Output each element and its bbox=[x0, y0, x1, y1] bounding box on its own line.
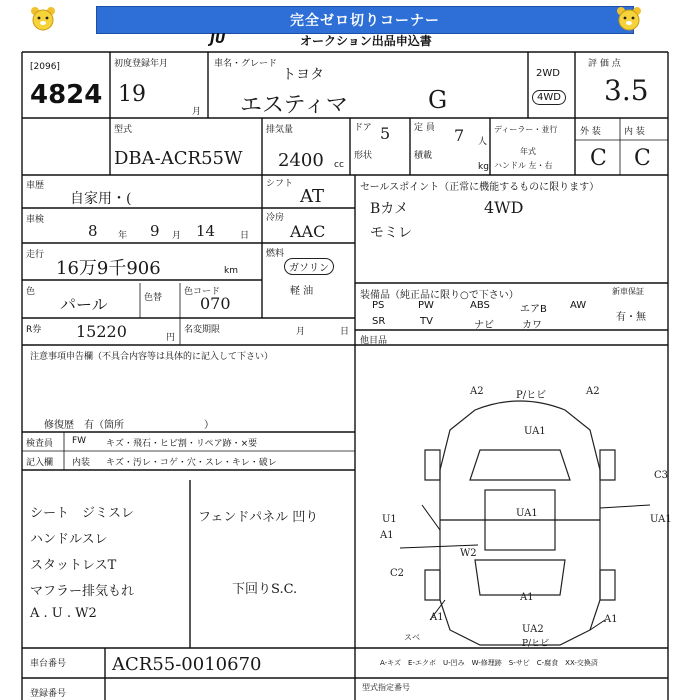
damage-legend: A-キズ E-エクボ U-凹み W-修理跡 S-サビ C-腐食 XX-交換済 bbox=[380, 659, 598, 667]
mileage-label: 走行 bbox=[26, 250, 45, 260]
equipment-aw: AW bbox=[570, 300, 587, 311]
exterior-value: C bbox=[590, 146, 607, 171]
header-company: オークション出品申込書 bbox=[300, 34, 432, 48]
exterior-label: 外 装 bbox=[580, 127, 601, 137]
diagram-mark: UA1 bbox=[524, 426, 546, 437]
footer-label: 型式指定番号 bbox=[362, 683, 410, 692]
mileage-value: 16万9千906 bbox=[56, 258, 161, 279]
remark-right-1: フェンドパネル 凹り bbox=[198, 510, 319, 525]
grade-eval-score: 3.5 bbox=[604, 74, 649, 107]
displacement-value: 2400 bbox=[278, 150, 324, 171]
doors-value: 5 bbox=[380, 124, 391, 143]
interior-value: C bbox=[634, 146, 651, 171]
drive-2wd: 2WD bbox=[536, 68, 560, 79]
displacement-label: 排気量 bbox=[266, 125, 294, 135]
usage-value: 自家用・( bbox=[70, 191, 132, 207]
equipment-tv: TV bbox=[420, 316, 433, 327]
color-trim-label: 色替 bbox=[144, 293, 163, 303]
name-change-day: 日 bbox=[340, 327, 350, 337]
name-change-month: 月 bbox=[296, 327, 306, 337]
diagram-mark: A2 bbox=[586, 386, 600, 397]
chassis-label: 車台番号 bbox=[30, 659, 67, 669]
sales-point-1: Bカメ bbox=[370, 201, 409, 217]
remark-right-2: 下回りS.C. bbox=[232, 582, 298, 597]
sales-point-2: 4WD bbox=[484, 198, 524, 217]
diagram-mark: C2 bbox=[390, 568, 405, 579]
inspection-year: 8 bbox=[88, 222, 98, 240]
diagram-mark: W2 bbox=[460, 548, 477, 559]
drive-4wd: 4WD bbox=[532, 90, 566, 105]
first-reg-year: 19 bbox=[118, 82, 146, 107]
diagram-mark: A2 bbox=[470, 386, 484, 397]
type-label: 型式 bbox=[114, 125, 133, 135]
shift-label: シフト bbox=[266, 179, 294, 189]
equipment-leather: カワ bbox=[522, 320, 542, 331]
equipment-pw: PW bbox=[418, 300, 434, 311]
fuel-diesel: 軽 油 bbox=[290, 286, 314, 297]
check-label-1: 検査員 bbox=[26, 439, 54, 449]
color-value: パール bbox=[60, 295, 108, 314]
shape-label: 形状 bbox=[354, 151, 373, 161]
equipment-abs: ABS bbox=[470, 300, 490, 311]
equipment-ps: PS bbox=[372, 300, 385, 311]
equipment-label: 装備品（純正品に限り○で下さい） bbox=[360, 290, 519, 301]
mileage-unit: km bbox=[224, 266, 238, 276]
check-row1-code: FW bbox=[72, 436, 87, 446]
check-row2: キズ・汚レ・コゲ・穴・スレ・キレ・破レ bbox=[106, 458, 277, 468]
load-unit: kg bbox=[478, 162, 489, 172]
inspection-day: 14 bbox=[196, 222, 216, 240]
small-number: [2096] bbox=[30, 62, 60, 72]
capacity-unit: 人 bbox=[478, 137, 488, 147]
banner-title: 完全ゼロ切りコーナー bbox=[290, 13, 440, 29]
chassis-value: ACR55-0010670 bbox=[112, 654, 262, 675]
inspection-day-unit: 日 bbox=[240, 231, 250, 241]
first-reg-label: 初度登録年月 bbox=[114, 59, 169, 69]
first-reg-month-unit: 月 bbox=[192, 107, 202, 117]
handle-label: ハンドル 左・右 bbox=[494, 161, 553, 170]
diagram-mark: P/ヒビ bbox=[522, 639, 550, 649]
inspection-month-unit: 月 bbox=[172, 231, 182, 241]
notes-repair: 修復歴 有（箇所 ） bbox=[44, 420, 214, 431]
newcar-value: 有・無 bbox=[616, 312, 646, 323]
usage-label: 車歴 bbox=[26, 181, 45, 191]
fuel-label: 燃料 bbox=[266, 249, 285, 259]
sales-point-3: モミレ bbox=[370, 225, 412, 241]
check-label-2: 記入欄 bbox=[26, 458, 54, 468]
remark-2: ハンドルスレ bbox=[30, 532, 108, 547]
type-value: DBA-ACR55W bbox=[114, 148, 243, 169]
color-code-label: 色コード bbox=[184, 287, 221, 297]
inspection-year-unit: 年 bbox=[118, 231, 128, 241]
model-name: エスティマ bbox=[240, 93, 348, 118]
recycle-unit: 円 bbox=[166, 333, 176, 343]
capacity-label: 定 員 bbox=[414, 123, 435, 133]
model-grade: G bbox=[428, 86, 448, 114]
equipment-navi: ナビ bbox=[474, 320, 494, 331]
recycle-value: 15220 bbox=[76, 322, 127, 341]
shift-value: AT bbox=[300, 186, 325, 207]
equipment-sr: SR bbox=[372, 316, 386, 327]
check-row1: キズ・飛石・ヒビ割・リペア跡・×要 bbox=[106, 439, 258, 449]
remark-1: シート ジミスレ bbox=[30, 506, 135, 521]
sales-point-label: セールスポイント（正常に機能するものに限ります） bbox=[360, 182, 600, 193]
name-change-label: 名変期限 bbox=[184, 325, 221, 335]
color-code: 070 bbox=[200, 294, 231, 313]
diagram-mark: A1 bbox=[604, 614, 618, 625]
displacement-unit: cc bbox=[334, 160, 344, 170]
fuel-gasoline: ガソリン bbox=[284, 258, 334, 275]
remark-3: スタットレスT bbox=[30, 558, 117, 573]
doors-label: ドア bbox=[354, 123, 372, 133]
capacity-value: 7 bbox=[454, 126, 465, 145]
grade-eval-label: 評 価 点 bbox=[588, 59, 621, 69]
interior-label: 内 装 bbox=[624, 127, 645, 137]
ac-value: AAC bbox=[290, 222, 326, 241]
diagram-mark: UA2 bbox=[522, 624, 544, 635]
header-logo: JU bbox=[210, 32, 226, 47]
inspection-month: 9 bbox=[150, 222, 160, 240]
diagram-mark: スベ bbox=[404, 633, 420, 642]
remark-5: A . U . W2 bbox=[30, 606, 97, 621]
lot-number: 4824 bbox=[30, 80, 103, 110]
year-label: 年式 bbox=[520, 147, 536, 156]
model-label: 車名・グレード bbox=[214, 59, 278, 69]
load-label: 積載 bbox=[414, 151, 433, 161]
diagram-mark: A1 bbox=[520, 592, 534, 603]
diagram-mark: UA1 bbox=[650, 514, 672, 525]
diagram-mark: P/ヒビ bbox=[516, 390, 547, 401]
other-label: 他目品 bbox=[360, 336, 388, 346]
ac-label: 冷房 bbox=[266, 213, 285, 223]
color-label: 色 bbox=[26, 287, 36, 297]
model-maker: トヨタ bbox=[282, 67, 324, 83]
reg-label: 登録番号 bbox=[30, 689, 67, 699]
check-row2-code: 内装 bbox=[72, 458, 91, 468]
diagram-mark: C3 bbox=[654, 470, 669, 481]
diagram-mark: A1 bbox=[380, 530, 394, 541]
remark-4: マフラー排気もれ bbox=[30, 584, 135, 599]
diagram-mark: U1 bbox=[382, 514, 397, 525]
inspection-label: 車検 bbox=[26, 215, 45, 225]
dealer-label: ディーラー・並行 bbox=[494, 125, 558, 134]
diagram-mark: UA1 bbox=[516, 508, 538, 519]
recycle-label: R券 bbox=[26, 325, 42, 335]
newcar-label: 新車保証 bbox=[612, 287, 644, 296]
notes-label: 注意事項申告欄（不具合内容等は具体的に記入して下さい） bbox=[30, 352, 274, 362]
equipment-airbag: エアB bbox=[520, 304, 547, 315]
diagram-mark: A1 bbox=[430, 612, 444, 623]
